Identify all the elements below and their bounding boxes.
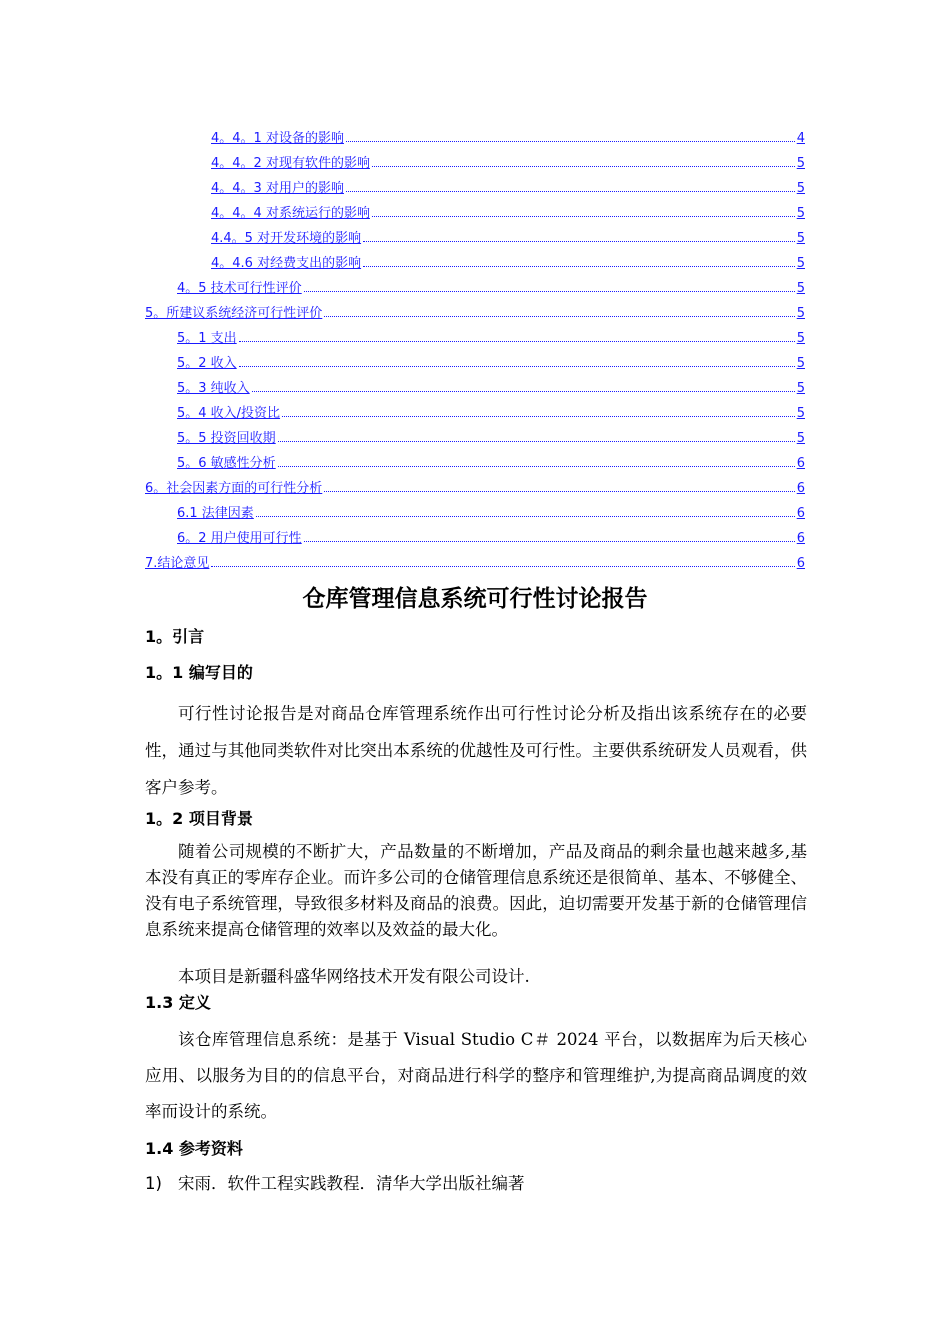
- toc-entry-page: 6: [796, 456, 805, 471]
- toc-entry-page: 6: [796, 531, 805, 546]
- toc-entry[interactable]: [177, 426, 805, 446]
- toc-entry[interactable]: [211, 226, 805, 246]
- subsection-heading: 1.4 参考资料: [145, 1139, 243, 1158]
- toc-leader-dots: [252, 390, 795, 392]
- toc-entry[interactable]: [211, 151, 805, 171]
- toc-entry-title: 4。4。3 对用户的影响: [211, 181, 344, 196]
- toc-leader-dots: [278, 440, 795, 442]
- toc-entry-page: 5: [796, 231, 805, 246]
- paragraph-background: 随着公司规模的不断扩大，产品数量的不断增加，产品及商品的剩余量也越来越多,基本没有真正的零库存企业。而许多公司的仓储管理信息系统还是很简单、基本、不够健全、没有电子系统管理，导致很多材料及商品的浪费。因此，迫切需要开发基于新的仓储管理信息系统来提高仓储管理的效率以及效益的最大化。: [145, 842, 807, 939]
- toc-entry-title: 5。5 投资回收期: [177, 431, 276, 446]
- toc-entry-title: 6。2 用户使用可行性: [177, 531, 302, 546]
- toc-entry-page: 4: [796, 131, 805, 146]
- subsection-heading: 1。2 项目背景: [145, 809, 253, 828]
- toc-entry-title: 5。1 支出: [177, 331, 237, 346]
- toc-entry[interactable]: [211, 251, 805, 271]
- toc-leader-dots: [211, 565, 794, 567]
- toc-entry-page: 5: [796, 206, 805, 221]
- toc-entry-title: 6。社会因素方面的可行性分析: [145, 481, 323, 496]
- toc-entry-page: 6: [796, 481, 805, 496]
- toc-entry[interactable]: [177, 451, 805, 471]
- toc-leader-dots: [346, 190, 795, 192]
- toc-leader-dots: [324, 315, 794, 317]
- toc-entry-page: 5: [796, 256, 805, 271]
- toc-entry-title: 4。4。2 对现有软件的影响: [211, 156, 370, 171]
- toc-leader-dots: [372, 215, 795, 217]
- toc-entry-title: 5。6 敏感性分析: [177, 456, 276, 471]
- toc-leader-dots: [304, 540, 795, 542]
- toc-entry[interactable]: [177, 376, 805, 396]
- toc-entry-page: 6: [796, 506, 805, 521]
- toc-entry[interactable]: [145, 476, 805, 496]
- toc-entry[interactable]: [177, 401, 805, 421]
- reference-item: [145, 1170, 525, 1194]
- toc-entry-title: 5。3 纯收入: [177, 381, 250, 396]
- toc-entry-title: 4.4。5 对开发环境的影响: [211, 231, 362, 246]
- toc-leader-dots: [282, 415, 795, 417]
- toc-entry-page: 5: [796, 406, 805, 421]
- toc-entry-page: 6: [796, 556, 805, 571]
- toc-entry[interactable]: [177, 276, 805, 296]
- toc-entry[interactable]: [177, 526, 805, 546]
- toc-leader-dots: [239, 365, 795, 367]
- toc-entry-title: 7.结论意见: [145, 556, 210, 571]
- toc-entry-page: 5: [796, 331, 805, 346]
- toc-entry-title: 5。2 收入: [177, 356, 237, 371]
- toc-entry-page: 5: [796, 356, 805, 371]
- toc-entry-page: 5: [796, 281, 805, 296]
- toc-entry[interactable]: [177, 351, 805, 371]
- subsection-heading: 1.3 定义: [145, 993, 211, 1012]
- toc-entry-title: 6.1 法律因素: [177, 506, 254, 521]
- toc-leader-dots: [346, 140, 795, 142]
- toc-entry-title: 4。5 技术可行性评价: [177, 281, 302, 296]
- document-title: 仓库管理信息系统可行性讨论报告: [302, 586, 648, 612]
- reference-text: 宋雨．软件工程实践教程．清华大学出版社编著: [178, 1174, 525, 1193]
- toc-entry-title: 5。4 收入/投资比: [177, 406, 281, 421]
- toc-leader-dots: [363, 265, 795, 267]
- toc-entry-title: 4。4.6 对经费支出的影响: [211, 256, 362, 271]
- toc-leader-dots: [372, 165, 795, 167]
- toc-entry[interactable]: [145, 551, 805, 571]
- toc-entry-page: 5: [796, 381, 805, 396]
- toc-entry[interactable]: [211, 201, 805, 221]
- subsection-heading: 1。1 编写目的: [145, 663, 253, 682]
- toc-entry-page: 5: [796, 181, 805, 196]
- toc-entry-page: 5: [796, 431, 805, 446]
- toc-leader-dots: [363, 240, 795, 242]
- toc-entry[interactable]: [145, 301, 805, 321]
- toc-leader-dots: [239, 340, 795, 342]
- reference-number: 1): [145, 1174, 162, 1193]
- toc-entry-page: 5: [796, 156, 805, 171]
- toc-leader-dots: [324, 490, 794, 492]
- toc-entry-page: 5: [796, 306, 805, 321]
- toc-entry-title: 5。所建议系统经济可行性评价: [145, 306, 323, 321]
- toc-entry[interactable]: [177, 501, 805, 521]
- toc-entry[interactable]: [211, 126, 805, 146]
- paragraph-company: 本项目是新疆科盛华网络技术开发有限公司设计.: [178, 967, 530, 986]
- toc-leader-dots: [256, 515, 795, 517]
- toc-entry[interactable]: [177, 326, 805, 346]
- paragraph-definition: 该仓库管理信息系统：是基于 Visual Studio C＃ 2024 平台，以数据库为后天核心应用、以服务为目的的信息平台，对商品进行科学的整序和管理维护,为提高商品调度的效率而设计的系统。: [145, 1030, 807, 1121]
- paragraph-purpose: 可行性讨论报告是对商品仓库管理系统作出可行性讨论分析及指出该系统存在的必要性，通过与其他同类软件对比突出本系统的优越性及可行性。主要供系统研发人员观看，供客户参考。: [145, 704, 807, 797]
- section-heading: 1。引言: [145, 627, 205, 646]
- toc-entry-title: 4。4。4 对系统运行的影响: [211, 206, 370, 221]
- toc-leader-dots: [304, 290, 795, 292]
- toc-leader-dots: [278, 465, 795, 467]
- toc-entry[interactable]: [211, 176, 805, 196]
- toc-entry-title: 4。4。1 对设备的影响: [211, 131, 344, 146]
